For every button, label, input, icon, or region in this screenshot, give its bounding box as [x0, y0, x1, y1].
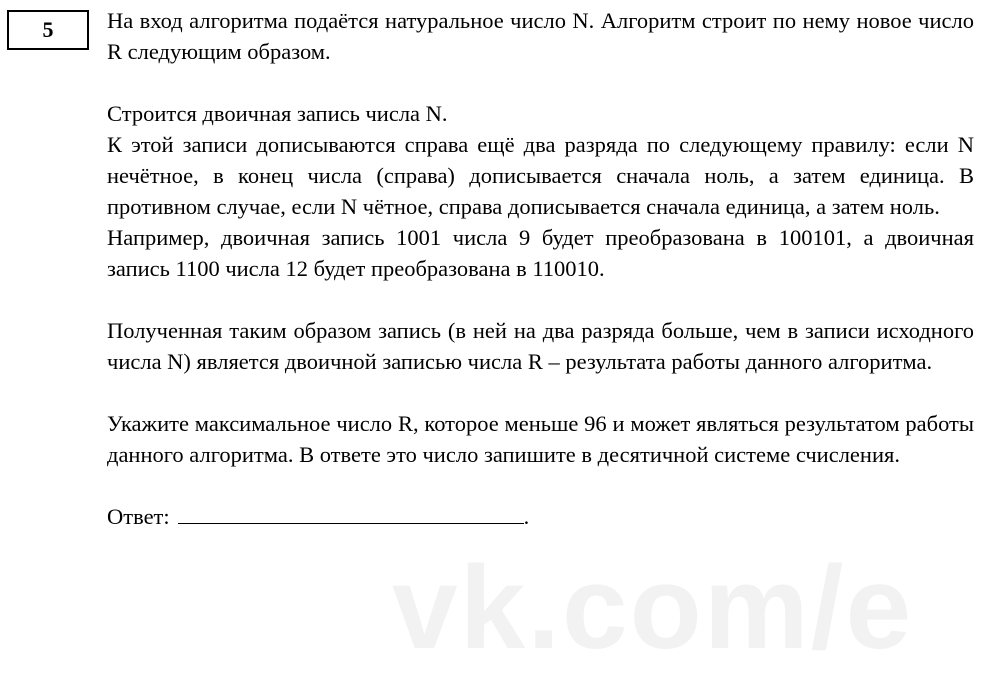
- answer-label: Ответ:: [107, 504, 170, 529]
- paragraph-step-2: К этой записи дописываются справа ещё два разряда по следующему правилу: если N нечётное, в конец числа (справа) дописывается сначала ноль, а затем единица. В противном случае, если N чётное, справа дописывается сначала единица, а затем ноль.: [107, 132, 974, 219]
- paragraph-step-1: Строится двоичная запись числа N.: [107, 101, 448, 126]
- paragraph-example: Например, двоичная запись 1001 числа 9 будет преобразована в 100101, а двоичная запись 1100 числа 12 будет преобразована в 110010.: [107, 225, 974, 281]
- watermark: vk.com/e: [392, 542, 914, 674]
- paragraph-question: Укажите максимальное число R, которое меньше 96 и может являться результатом работы данного алгоритма. В ответе это число запишите в десятичной системе счисления.: [107, 411, 974, 467]
- spacer: [107, 284, 974, 315]
- spacer: [107, 377, 974, 408]
- task-number: 5: [42, 17, 54, 42]
- paragraph-result: Полученная таким образом запись (в ней на два разряда больше, чем в записи исходного числа N) является двоичной записью числа R – результата работы данного алгоритма.: [107, 318, 974, 374]
- answer-period: .: [523, 504, 530, 529]
- paragraph-intro: На вход алгоритма подаётся натуральное число N. Алгоритм строит по нему новое число R следующим образом.: [107, 8, 974, 64]
- answer-field[interactable]: [178, 501, 524, 524]
- answer-row: [107, 501, 974, 532]
- task-number-box: [7, 10, 89, 50]
- spacer: [107, 470, 974, 501]
- task-text: [107, 5, 974, 532]
- spacer: [107, 67, 974, 98]
